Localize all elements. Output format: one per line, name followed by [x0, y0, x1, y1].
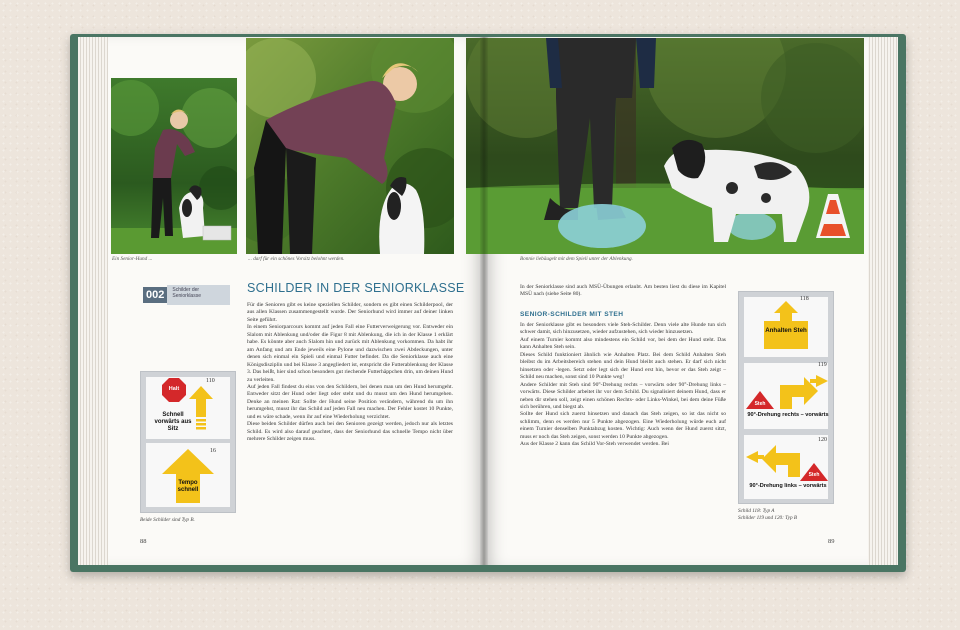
subheading: SENIOR-SCHILDER MIT STEH — [520, 311, 624, 318]
caption-photo-2: ... darf für ein schönes Vorsitz belohnt werden. — [248, 256, 345, 262]
paragraph: In der Seniorklasse gibt es besonders viele Steh-Schilder. Denn viele alte Hunde tun sich schwer damit, sich hinzusetzen, wieder aufzustehen, sich wieder hinzusetzen. — [520, 322, 726, 336]
paragraph: Dieses Schild funktioniert ähnlich wie Anhalten Platz. Bei dem Schild Anhalten Steh bleibst du im Arbeitsbereich stehen und dein Hund bleibt auch stehen. Er darf sich nicht hinsetzen oder -legen. Setzt oder legt sich der Hund erst hin, bevor er das Steh zeigt – Schild neu machen, sonst sind 10 Punkte weg! — [520, 351, 726, 381]
sign-label-90-rechts: 90°-Drehung rechts – vorwärts — [747, 412, 829, 418]
page-number-right: 89 — [828, 538, 835, 545]
photo-reward — [246, 38, 454, 254]
sign-number: 118 — [800, 296, 809, 302]
sign-number: 110 — [206, 378, 215, 384]
page-stack-left — [78, 37, 110, 565]
sign-label-90-links: 90°-Drehung links – vorwärts — [749, 483, 827, 489]
book-spine — [480, 37, 488, 565]
stop-sign-label: Halt — [168, 386, 180, 392]
panel-caption-right-1: Schild 118: Typ A — [738, 508, 775, 514]
paragraph: Sollte der Hund sich zuerst hinsetzen und danach das Steh zeigen, so ist das nicht so schlimm, denn es werden nur 5 Punkte abgezogen. Eine Wiederholung würde euch auf einem Turnier denselben Punktabzug kosten. Wichtig: Auch wenn der Hund zuerst sitzt, muss er noch das Steh zeigen, sonst werden 10 Punkte abgezogen. — [520, 411, 726, 440]
paragraph: Auf jeden Fall findest du eins von den Schildern, bei denen man um den Hund herumgeht. Entweder sitzt der Hund oder liegt oder steht und du musst um den Hund herumgehen. Denke an meinen Rat: Sollte der Hund seine Position verändern, während du um ihn herumgehst, musst ihr das Schild auf jeden Fall neu machen. Der Fehler kostet 10 Punkte, und es wäre schade, wenn ihr auf eine Wiederholung verzichtet. — [247, 383, 453, 420]
sign-tag-steh: Steh — [754, 401, 766, 407]
badge-label: Schilder der Seniorklasse — [167, 285, 230, 305]
paragraph: Aus der Klasse 2 kann das Schild Vor-Steh verwendet werden. Bei — [520, 441, 669, 448]
photo-bonnie — [466, 38, 864, 254]
right-body-text — [520, 322, 726, 449]
paragraph: Für die Senioren gibt es keine speziellen Schilder, sondern es gibt einen Schilderpool, der aus allen Klassen zusammengestellt wurde. Der Seniorhund wird immer auf deiner linken Seite geführt. — [247, 302, 453, 323]
sign-number: 119 — [818, 362, 827, 368]
sign-label-anhalten-steh: Anhalten Steh — [765, 327, 807, 334]
paragraph: Diese beiden Schilder dürfen auch bei den Senioren gezeigt werden, jedoch nur als letztes Schild. Es wird also darauf geachtet, dass der Seniorhund das schnelle Tempo nicht über mehrere Schilder zeigen muss. — [247, 421, 453, 443]
sign-tag-steh: Steh — [808, 472, 820, 478]
section-badge — [143, 285, 230, 305]
sign-number: 16 — [210, 448, 216, 454]
photo-senior-dog — [111, 78, 237, 254]
page-stack-right — [866, 37, 898, 565]
left-body-text — [247, 302, 453, 444]
badge-number: 002 — [143, 287, 167, 303]
caption-photo-1: Ein Senior-Hund ... — [112, 256, 153, 262]
page-number-left: 88 — [140, 538, 147, 545]
caption-photo-right: Bonnie liebäugelt mit dem Spieli unter der Ablenkung. — [520, 256, 633, 262]
sign-label-schnell: Schnell vorwärts aus Sitz — [154, 412, 192, 432]
sign-number: 120 — [818, 437, 827, 443]
paragraph: Andere Schilder mit Steh sind 90°-Drehung rechts – vorwärts oder 90°-Drehung links – vorwärts. Diese Schilder arbeitet ihr vor dem Schild. Du signalisiert deinem Hund, dass er neben dir stehen soll, zeigt einen schönen Rechts- oder Links-Winkel, bei dem deine Füße sich berühren, und biegst ab. — [520, 381, 726, 410]
sign-label-tempo: Tempo schnell — [177, 480, 199, 493]
right-intro-text — [520, 284, 726, 299]
paragraph: In einem Seniorparcours kommt auf jeden Fall eine Futterverweigerung vor. Entweder ein Slalom mit Ablenkung und/oder die Figur 8 mit Ablenkung, die ich in der Klasse 1 erklärt habe. Es könnte aber auch Slalom hin und zurück mit Ablenkung vorkommen. Da habt ihr am Anfang und am Ende jeweils eine Pylone und dazwischen zwei Abdeckungen, unter denen sich einmal ein Spieli und einmal Futter befindet. Da die Seniorklasse auch eine Königsdisziplin und bei Klasse 3 angegliedert ist, entspricht die Futterablenkung der Klasse 3. Das heißt, hier sind schon besonders gut riechende Futterhäppchen drin, um deinen Hund zu verleiten. — [247, 324, 453, 383]
paragraph: Auf einem Turnier kommt also mindestens ein Schild vor, bei dem der Hund steht. Das kann Anhalten Steh sein. — [520, 336, 726, 351]
page-heading: SCHILDER IN DER SENIORKLASSE — [247, 281, 465, 295]
panel-caption-right-2: Schilder 119 und 120: Typ B — [738, 515, 798, 521]
paragraph: In der Seniorklasse sind auch MSÜ-Übungen erlaubt. Am besten liest du diese im Kapitel MSÜ nach (siehe Seite 80). — [520, 284, 726, 298]
panel-caption-left: Beide Schilder sind Typ B. — [140, 517, 195, 523]
